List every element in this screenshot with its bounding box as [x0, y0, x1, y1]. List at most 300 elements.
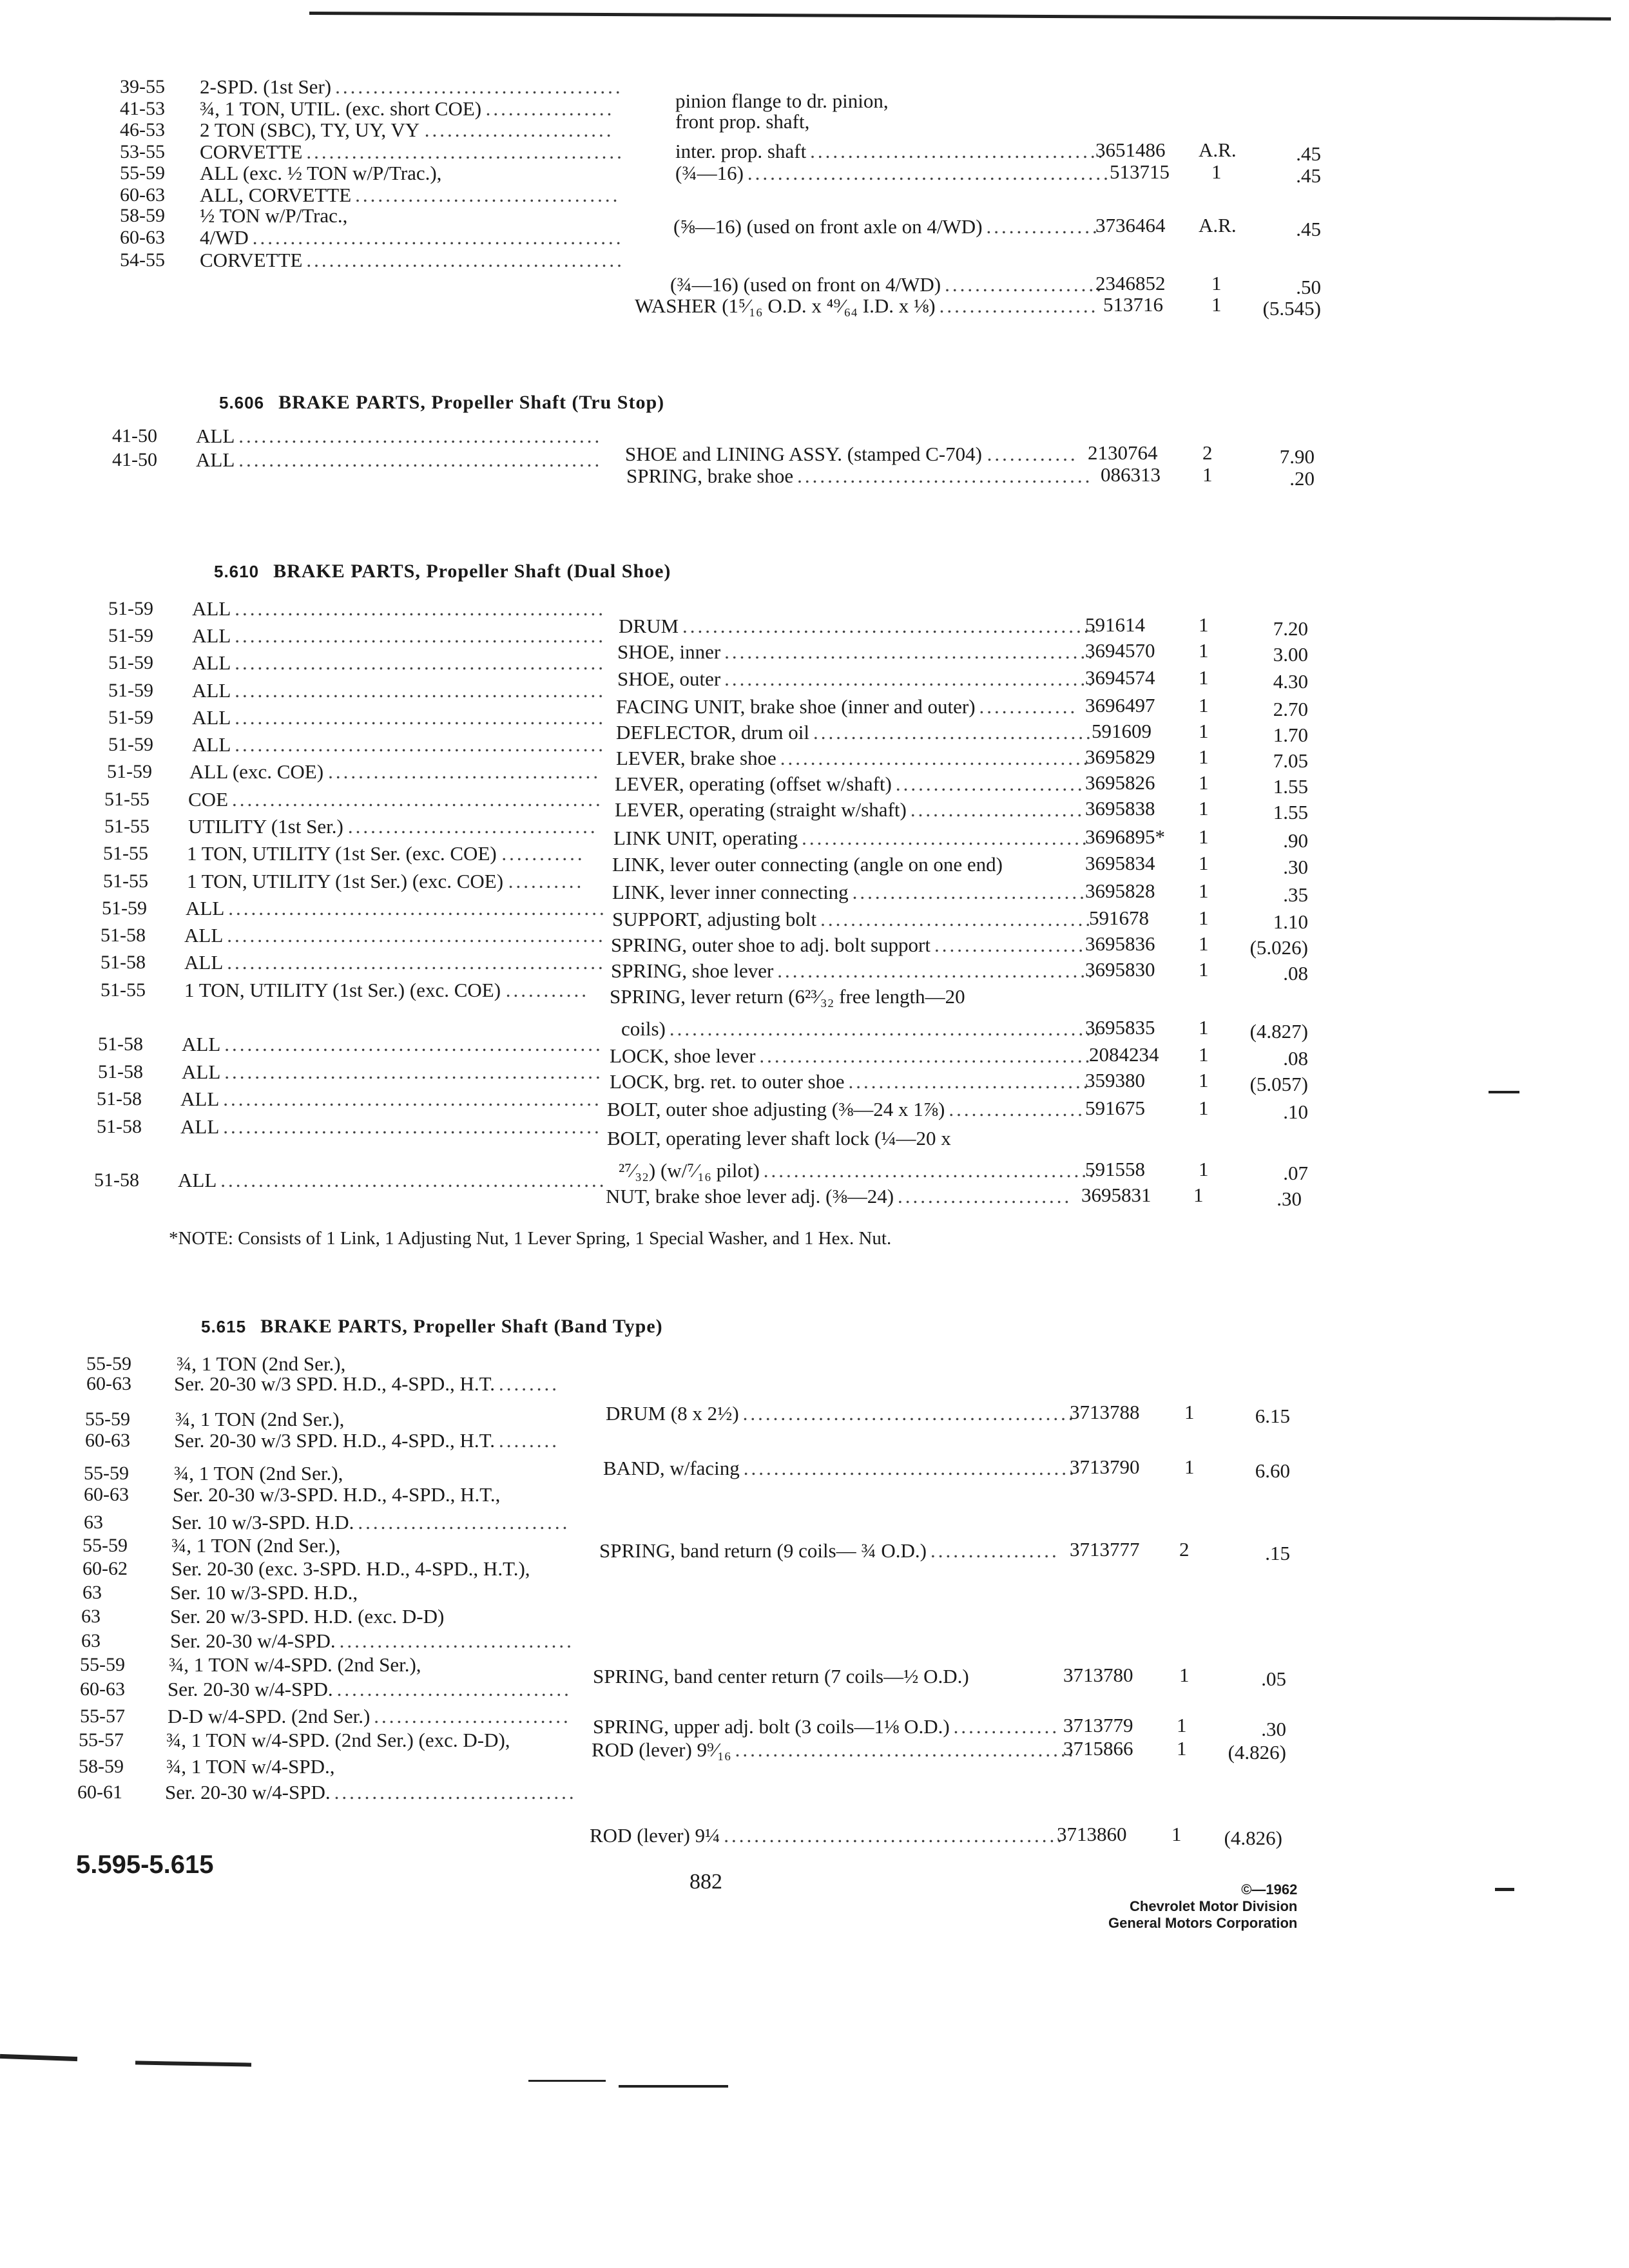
model-application: ALL (exc. ½ TON w/P/Trac.), [200, 162, 442, 184]
dot-leader: .......................................... [777, 959, 1095, 982]
part-number: 3713788 [1070, 1401, 1140, 1423]
part-description: SPRING, upper adj. bolt (3 coils—1⅛ O.D.) [593, 1715, 950, 1738]
dot-leader: .................................................. [224, 1033, 603, 1055]
part-description: SHOE, inner [617, 640, 721, 663]
model-application: Ser. 20-30 w/4-SPD. [165, 1781, 331, 1803]
price: .10 [1283, 1100, 1308, 1123]
year-range: 60-63 [84, 1484, 129, 1505]
dot-leader: .................................... [820, 908, 1094, 930]
part-description: SHOE and LINING ASSY. (stamped C-704) [625, 443, 982, 465]
part-description: BOLT, outer shoe adjusting (⅜—24 x 1⅞) [607, 1098, 945, 1120]
quantity: 1 [1179, 1664, 1190, 1686]
footnote: *NOTE: Consists of 1 Link, 1 Adjusting Nut, 1 Lever Spring, 1 Special Washer, and 1 Hex. Nut. [169, 1228, 892, 1249]
year-range: 63 [82, 1582, 102, 1603]
quantity: 1 [1177, 1714, 1187, 1736]
section-title: BRAKE PARTS, Propeller Shaft (Tru Stop) [278, 392, 665, 413]
price: 6.60 [1255, 1459, 1290, 1482]
quantity: 1 [1199, 907, 1209, 929]
dot-leader: ................................................. [235, 733, 606, 756]
year-range: 51-59 [108, 598, 153, 619]
part-number: 3695826 [1085, 771, 1155, 794]
year-range: 63 [81, 1606, 101, 1627]
year-range: 55-59 [86, 1353, 131, 1374]
part-description: SPRING, lever return (6²³⁄₃₂ free length—20 [610, 985, 965, 1008]
model-application: ALL [192, 651, 231, 674]
quantity: 1 [1202, 463, 1213, 486]
division-name: Chevrolet Motor Division [1130, 1898, 1298, 1914]
dot-leader: ................................. [347, 815, 598, 838]
dot-leader: ................................................. [724, 640, 1095, 663]
part-number: 3715866 [1063, 1737, 1133, 1760]
dot-leader: ...................................... [335, 75, 623, 98]
part-number: 3695828 [1085, 879, 1155, 902]
part-number: 2346852 [1095, 272, 1166, 294]
section-number: 5.610 [214, 562, 260, 581]
dot-leader: ................. [485, 97, 615, 120]
quantity: 1 [1199, 825, 1209, 848]
quantity: 2 [1179, 1538, 1190, 1561]
section-number: 5.606 [219, 393, 265, 412]
model-application: 4/WD [200, 226, 249, 249]
year-range: 60-63 [120, 227, 165, 248]
part-number: 3695829 [1085, 745, 1155, 768]
part-number: 3713790 [1070, 1456, 1140, 1478]
model-application: ¾, 1 TON (2nd Ser.), [174, 1462, 343, 1485]
dot-leader: ..................... [939, 294, 1099, 317]
model-application: Ser. 20-30 w/3 SPD. H.D., 4-SPD., H.T. [174, 1372, 496, 1395]
quantity: 1 [1193, 1184, 1204, 1206]
scan-mark [528, 2080, 606, 2082]
dot-leader: ................................................ [747, 162, 1111, 184]
dot-leader: ....................... [910, 798, 1085, 821]
part-number: 591609 [1092, 720, 1152, 742]
part-number: 086313 [1101, 463, 1161, 486]
quantity: 1 [1199, 694, 1209, 716]
quantity: 1 [1199, 745, 1209, 768]
part-description: SPRING, brake shoe [626, 465, 794, 487]
part-description: LINK, lever outer connecting (angle on one end) [612, 853, 1003, 876]
model-application: ¾, 1 TON, UTIL. (exc. short COE) [200, 97, 482, 120]
quantity: 1 [1199, 852, 1209, 874]
year-range: 60-62 [82, 1558, 128, 1579]
model-application: ALL [192, 733, 231, 756]
part-description: (⅝—16) (used on front axle on 4/WD) [673, 215, 983, 238]
price: 4.30 [1273, 670, 1308, 693]
part-description: SPRING, outer shoe to adj. bolt support [611, 934, 930, 956]
model-application: ALL [192, 679, 231, 702]
price: .45 [1296, 164, 1321, 187]
year-range: 51-58 [97, 1088, 142, 1110]
part-number: 3695830 [1085, 958, 1155, 981]
part-description: LOCK, shoe lever [610, 1044, 756, 1067]
quantity: 2 [1202, 441, 1213, 464]
model-application: Ser. 20-30 w/4-SPD. [168, 1678, 333, 1700]
part-description: DRUM [619, 615, 679, 637]
part-description: LINK UNIT, operating [613, 827, 798, 849]
page-range: 5.595-5.615 [76, 1850, 214, 1879]
model-application: ALL [182, 1061, 221, 1083]
year-range: 51-58 [98, 1061, 143, 1082]
quantity: 1 [1199, 1043, 1209, 1066]
quantity: 1 [1199, 1158, 1209, 1180]
price: .35 [1283, 883, 1308, 906]
quantity: 1 [1199, 613, 1209, 636]
quantity: 1 [1199, 797, 1209, 820]
page-number: 882 [689, 1870, 722, 1894]
dot-leader: ..................... [945, 273, 1104, 296]
model-application: ALL [180, 1088, 220, 1110]
year-range: 51-55 [104, 816, 149, 837]
model-application: ALL [196, 425, 235, 447]
model-application: ALL [184, 951, 224, 974]
dot-leader: .................................................. [223, 1088, 602, 1110]
part-description: SHOE, outer [617, 668, 721, 690]
dot-leader: ......................... [424, 119, 614, 141]
model-application: ¾, 1 TON w/4-SPD. (2nd Ser.), [169, 1653, 421, 1676]
year-range: 53-55 [120, 141, 165, 162]
part-number: 3696895* [1085, 825, 1165, 848]
quantity: 1 [1184, 1401, 1195, 1423]
price: .30 [1261, 1718, 1286, 1740]
quantity: 1 [1199, 958, 1209, 981]
quantity: 1 [1171, 1823, 1182, 1845]
quantity: 1 [1199, 771, 1209, 794]
year-range: 55-59 [120, 162, 165, 184]
model-application: ALL [180, 1115, 220, 1138]
dot-leader: ............................................. [724, 1824, 1065, 1847]
year-range: 60-63 [120, 184, 165, 206]
model-application: ALL [184, 924, 224, 947]
price: .05 [1261, 1667, 1286, 1690]
year-range: 60-61 [77, 1782, 122, 1803]
year-range: 58-59 [120, 205, 165, 226]
dot-leader: ................................................. [235, 651, 606, 674]
dot-leader: .................................... [328, 760, 601, 783]
price: 7.90 [1279, 445, 1315, 468]
part-description: SPRING, band center return (7 coils—½ O.D.) [593, 1665, 969, 1687]
section-title: BRAKE PARTS, Propeller Shaft (Dual Shoe) [273, 561, 671, 582]
part-description: ROD (lever) 9⁹⁄₁₆ [592, 1738, 731, 1761]
year-range: 51-59 [108, 734, 153, 755]
dot-leader: .................................................. [228, 897, 607, 919]
dot-leader: ............................................ [763, 1159, 1097, 1182]
dot-leader: ................................... [355, 184, 621, 206]
copyright-year: ©—1962 [1241, 1881, 1298, 1898]
dot-leader: ....................... [898, 1185, 1072, 1207]
dot-leader: .......................... [374, 1705, 571, 1727]
scan-mark [1495, 1888, 1514, 1891]
dot-leader: .................. [949, 1098, 1085, 1120]
part-number: 3694570 [1085, 639, 1155, 662]
model-application: ALL [192, 597, 231, 620]
part-description: DEFLECTOR, drum oil [616, 721, 809, 744]
model-application: ALL [178, 1169, 217, 1191]
dot-leader: ............................... [852, 881, 1087, 903]
part-number: 591558 [1085, 1158, 1145, 1180]
dot-leader: ......................... [895, 773, 1085, 795]
part-number: 591675 [1085, 1097, 1145, 1119]
part-number: 2084234 [1089, 1043, 1159, 1066]
quantity: A.R. [1199, 214, 1237, 236]
model-application: 1 TON, UTILITY (1st Ser.) (exc. COE) [184, 979, 501, 1001]
dot-leader: ............................................ [743, 1457, 1077, 1479]
model-application: CORVETTE [200, 140, 303, 163]
price: (5.545) [1262, 297, 1321, 320]
dot-leader: ......................................................... [669, 1017, 1101, 1040]
dot-leader: ........ [499, 1372, 560, 1395]
part-number: 3713780 [1063, 1664, 1133, 1686]
dot-leader: .................................................. [224, 1061, 603, 1083]
dot-leader: ............................................ [759, 1044, 1093, 1067]
model-application: 1 TON, UTILITY (1st Ser. (exc. COE) [187, 842, 497, 865]
year-range: 55-59 [82, 1535, 128, 1556]
quantity: 1 [1199, 720, 1209, 742]
model-application: Ser. 20-30 w/3-SPD. H.D., 4-SPD., H.T., [173, 1483, 501, 1506]
price: .50 [1296, 276, 1321, 298]
section-title: BRAKE PARTS, Propeller Shaft (Band Type) [260, 1316, 663, 1337]
year-range: 51-58 [101, 925, 146, 946]
part-description: LEVER, operating (straight w/shaft) [615, 798, 907, 821]
price: .15 [1265, 1542, 1290, 1564]
part-number: 3695835 [1085, 1016, 1155, 1039]
part-number: 591614 [1085, 613, 1145, 636]
dot-leader: ................................................. [724, 668, 1095, 690]
model-application: Ser. 20-30 w/3 SPD. H.D., 4-SPD., H.T. [174, 1429, 496, 1452]
model-application: Ser. 20-30 w/4-SPD. [170, 1629, 336, 1652]
quantity: 1 [1199, 1097, 1209, 1119]
part-number: 3736464 [1095, 214, 1166, 236]
part-description: LINK, lever inner connecting [612, 881, 849, 903]
model-application: ALL, CORVETTE [200, 184, 352, 206]
dot-leader: ........... [505, 979, 589, 1001]
model-application: Ser. 10 w/3-SPD. H.D. [171, 1511, 354, 1533]
year-range: 51-59 [102, 898, 147, 919]
year-range: 51-58 [94, 1169, 139, 1191]
model-application: ALL (exc. COE) [189, 760, 324, 783]
part-description: LEVER, operating (offset w/shaft) [615, 773, 892, 795]
year-range: 51-59 [108, 652, 153, 673]
part-description: SPRING, band return (9 coils— ¾ O.D.) [599, 1539, 927, 1562]
price: .45 [1296, 142, 1321, 165]
section-heading-5606 [219, 392, 664, 414]
price: (4.826) [1228, 1741, 1286, 1763]
price: .30 [1277, 1187, 1302, 1210]
model-application: ¾, 1 TON (2nd Ser.), [171, 1534, 341, 1557]
dot-leader: ................................................. [232, 788, 603, 811]
dot-leader: .......................................... [306, 249, 624, 271]
year-range: 55-59 [84, 1463, 129, 1484]
dot-leader: ............................................ [742, 1402, 1076, 1425]
dot-leader: ...................................... [802, 827, 1090, 849]
part-number: 513715 [1110, 160, 1170, 183]
dot-leader: ..................................... [813, 721, 1094, 744]
quantity: 1 [1211, 272, 1222, 294]
price: 1.10 [1273, 910, 1308, 933]
dot-leader: ............... [986, 215, 1100, 238]
price: .45 [1296, 218, 1321, 240]
part-number: 591678 [1089, 907, 1149, 929]
part-description: (¾—16) (used on front on 4/WD) [670, 273, 941, 296]
year-range: 60-63 [86, 1373, 131, 1394]
model-application: 2-SPD. (1st Ser) [200, 75, 332, 98]
year-range: 51-55 [104, 789, 149, 810]
dot-leader: ................. [930, 1539, 1059, 1562]
section-heading-5615 [201, 1316, 663, 1338]
model-application: Ser. 10 w/3-SPD. H.D., [170, 1581, 358, 1604]
part-description: (¾—16) [675, 162, 744, 184]
scan-mark [619, 2085, 728, 2088]
dot-leader: ............................... [339, 1629, 574, 1652]
model-application: CORVETTE [200, 249, 303, 271]
part-number: 3713860 [1057, 1823, 1127, 1845]
dot-leader: ................................................. [235, 597, 606, 620]
year-range: 60-63 [80, 1678, 125, 1700]
price: 1.55 [1273, 775, 1308, 798]
year-range: 41-53 [120, 98, 165, 119]
part-description: inter. prop. shaft [675, 140, 807, 162]
dot-leader: ................................................. [235, 706, 606, 729]
part-number: 513716 [1103, 293, 1163, 316]
section-number: 5.615 [201, 1317, 247, 1336]
price: 7.05 [1273, 749, 1308, 772]
copyright-block [1108, 1881, 1297, 1932]
part-description: WASHER (1⁵⁄₁₆ O.D. x ⁴⁹⁄₆₄ I.D. x ⅛) [635, 294, 936, 317]
model-application: ¾, 1 TON (2nd Ser.), [177, 1352, 346, 1375]
price: .30 [1283, 856, 1308, 878]
quantity: 1 [1199, 932, 1209, 955]
part-description: FACING UNIT, brake shoe (inner and outer) [616, 695, 976, 718]
dot-leader: ................................ [334, 1781, 577, 1803]
year-range: 55-57 [79, 1729, 124, 1751]
year-range: 63 [84, 1512, 103, 1533]
model-application: COE [188, 788, 228, 811]
year-range: 55-59 [80, 1654, 125, 1675]
part-description: front prop. shaft, [675, 110, 810, 133]
part-description: BOLT, operating lever shaft lock (¼—20 x [607, 1127, 951, 1149]
price: 6.15 [1255, 1405, 1290, 1427]
dot-leader: .................................................. [227, 924, 606, 947]
year-range: 54-55 [120, 249, 165, 271]
section-heading-5610 [214, 561, 671, 582]
year-range: 46-53 [120, 119, 165, 140]
model-application: Ser. 20 w/3-SPD. H.D. (exc. D-D) [170, 1605, 445, 1628]
year-range: 55-59 [85, 1408, 130, 1430]
dot-leader: .................................................. [227, 951, 606, 974]
year-range: 41-50 [112, 425, 157, 447]
dot-leader: ............................... [336, 1678, 572, 1700]
year-range: 55-57 [80, 1706, 125, 1727]
price: 1.55 [1273, 801, 1308, 823]
year-range: 60-63 [85, 1430, 130, 1451]
price: (5.057) [1249, 1073, 1308, 1095]
quantity: 1 [1199, 1069, 1209, 1091]
year-range: 51-59 [107, 761, 152, 782]
dot-leader: ................................ [848, 1070, 1091, 1093]
year-range: 51-59 [108, 625, 153, 646]
part-number: 3695838 [1085, 797, 1155, 820]
price: 2.70 [1273, 698, 1308, 720]
dot-leader: ................................................. [235, 679, 606, 702]
model-application: ¾, 1 TON w/4-SPD., [166, 1755, 335, 1778]
part-description: SPRING, shoe lever [611, 959, 774, 982]
model-application: ALL [192, 624, 231, 647]
scan-mark [0, 2054, 77, 2061]
year-range: 63 [81, 1630, 101, 1651]
quantity: 1 [1199, 666, 1209, 689]
dot-leader: ......................................... [780, 747, 1091, 769]
dot-leader: ............. [979, 695, 1078, 718]
dot-leader: ............................ [358, 1511, 570, 1533]
dot-leader: ........... [501, 842, 585, 865]
year-range: 51-55 [101, 979, 146, 1001]
part-number: 3696497 [1085, 694, 1155, 716]
year-range: 39-55 [120, 76, 165, 97]
part-number: 359380 [1085, 1069, 1145, 1091]
model-application: D-D w/4-SPD. (2nd Ser.) [168, 1705, 371, 1727]
scan-mark [1489, 1091, 1519, 1093]
dot-leader: .................... [934, 934, 1086, 956]
part-description: SUPPORT, adjusting bolt [612, 908, 817, 930]
part-description: ²⁷⁄₃₂) (w/⁷⁄₁₆ pilot) [619, 1159, 760, 1182]
quantity: 1 [1177, 1737, 1187, 1760]
quantity: A.R. [1199, 139, 1237, 161]
top-rule [309, 12, 1611, 21]
year-range: 51-55 [103, 843, 148, 864]
dot-leader: ................................................ [238, 425, 602, 447]
year-range: 51-59 [108, 680, 153, 701]
part-description: LOCK, brg. ret. to outer shoe [610, 1070, 845, 1093]
price: .90 [1283, 829, 1308, 852]
model-application: ALL [196, 448, 235, 471]
dot-leader: ....................................................... [682, 615, 1099, 637]
part-number: 2130764 [1088, 441, 1158, 464]
dot-leader: ............ [987, 443, 1078, 465]
year-range: 51-58 [98, 1033, 143, 1055]
dot-leader: .............. [953, 1715, 1060, 1738]
part-number: 3694574 [1085, 666, 1155, 689]
dot-leader: ................................................. [235, 624, 606, 647]
dot-leader: .......................................... [306, 140, 624, 163]
part-number: 3695836 [1085, 932, 1155, 955]
part-number: 3713777 [1070, 1538, 1140, 1561]
dot-leader: ....................................... [797, 465, 1093, 487]
quantity: 1 [1199, 1016, 1209, 1039]
part-number: 3651486 [1095, 139, 1166, 161]
dot-leader: ................................................ [238, 448, 602, 471]
dot-leader: ................................................... [220, 1169, 607, 1191]
corporation-name: General Motors Corporation [1108, 1915, 1298, 1931]
part-description: coils) [621, 1017, 666, 1040]
price: .08 [1283, 962, 1308, 985]
price: .08 [1283, 1047, 1308, 1070]
model-application: ALL [182, 1033, 221, 1055]
quantity: 1 [1199, 879, 1209, 902]
quantity: 1 [1211, 293, 1222, 316]
dot-leader: .......... [508, 870, 584, 892]
part-description: BAND, w/facing [603, 1457, 740, 1479]
year-range: 51-58 [97, 1116, 142, 1137]
price: (4.827) [1249, 1020, 1308, 1043]
part-description: LEVER, brake shoe [616, 747, 776, 769]
dot-leader: ....................................... [810, 140, 1106, 162]
model-application: ALL [186, 897, 225, 919]
year-range: 41-50 [112, 449, 157, 470]
year-range: 58-59 [79, 1756, 124, 1777]
part-description: pinion flange to dr. pinion, [675, 90, 889, 112]
price: 3.00 [1273, 643, 1308, 666]
model-application: 1 TON, UTILITY (1st Ser.) (exc. COE) [187, 870, 504, 892]
dot-leader: ............................................. [735, 1738, 1076, 1761]
